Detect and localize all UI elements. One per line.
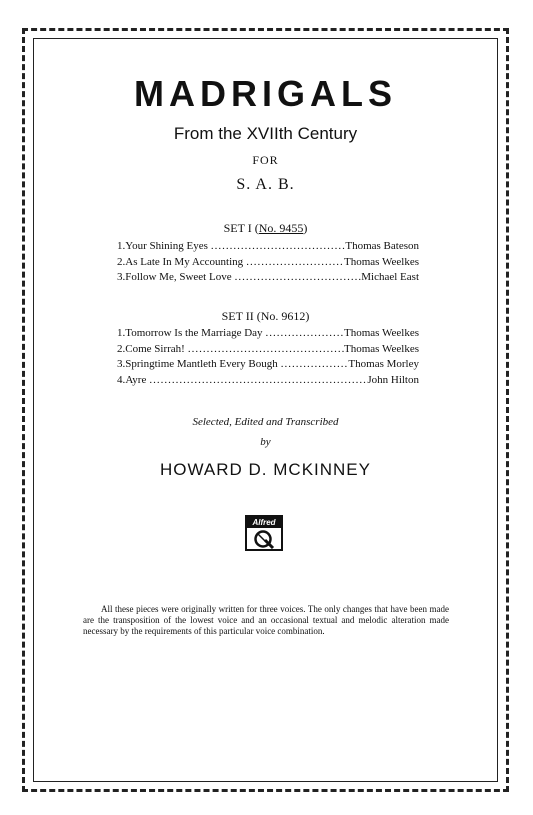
set-2-list <box>117 326 419 388</box>
item-title: Ayre <box>125 373 147 386</box>
leader-dots <box>208 239 345 255</box>
item-composer: Michael East <box>361 271 419 283</box>
item-composer: John Hilton <box>367 373 419 386</box>
set-1-close: ) <box>303 221 308 235</box>
item-composer: Thomas Bateson <box>345 240 419 252</box>
item-title: Springtime Mantleth Every Bough <box>125 358 278 370</box>
set-1-label: SET I ( <box>223 221 259 235</box>
item-number: 2. <box>117 342 126 355</box>
list-item <box>117 326 419 342</box>
set-1-number: No. 9455 <box>258 221 304 235</box>
leader-dots <box>185 342 344 358</box>
list-item <box>117 270 419 286</box>
list-item <box>117 342 419 358</box>
item-title: Come Sirrah! <box>125 342 185 355</box>
item-title: Tomorrow Is the Marriage Day <box>125 327 263 339</box>
list-item <box>117 373 419 389</box>
list-item <box>117 239 419 255</box>
item-composer: Thomas Morley <box>348 358 419 370</box>
leader-dots <box>243 255 344 271</box>
item-title: Your Shining Eyes <box>125 240 208 252</box>
by-line: by <box>260 436 271 448</box>
page-subtitle: From the XVIIth Century <box>173 124 358 143</box>
list-item <box>117 255 419 271</box>
item-composer: Thomas Weelkes <box>344 255 419 268</box>
logo-wordmark: Alfred <box>247 517 281 528</box>
set-1-list <box>117 239 419 286</box>
item-title: Follow Me, Sweet Love <box>125 271 232 283</box>
leader-dots <box>263 326 344 342</box>
item-number: 1. <box>117 327 126 339</box>
title-page <box>33 38 498 782</box>
item-composer: Thomas Weelkes <box>344 342 419 355</box>
item-number: 4. <box>117 373 126 386</box>
item-number: 3. <box>117 271 126 283</box>
item-title: As Late In My Accounting <box>125 255 244 268</box>
page-title: MADRIGALS <box>134 73 397 114</box>
item-number: 2. <box>117 255 126 268</box>
logo-emblem-icon <box>253 529 275 549</box>
leader-dots <box>146 373 367 389</box>
item-number: 3. <box>117 358 126 370</box>
author-name: HOWARD D. MCKINNEY <box>160 460 371 479</box>
set-1-heading <box>33 221 498 236</box>
leader-dots <box>278 357 349 373</box>
set-2-heading: SET II (No. 9612) <box>221 309 310 323</box>
leader-dots <box>232 270 362 286</box>
footnote-text: All these pieces were originally written for three voices. The only changes that have been made are the transposition of the lowest voice and an occasional textual and melodic alteration made necessary by the requirements of this particular voice combination. <box>83 604 449 636</box>
publisher-logo <box>245 515 283 551</box>
voicing-label: S. A. B. <box>236 176 295 193</box>
item-number: 1. <box>117 240 126 252</box>
for-label: FOR <box>252 153 279 167</box>
item-composer: Thomas Weelkes <box>344 327 419 339</box>
list-item <box>117 357 419 373</box>
editor-credit-line: Selected, Edited and Transcribed <box>192 416 339 428</box>
